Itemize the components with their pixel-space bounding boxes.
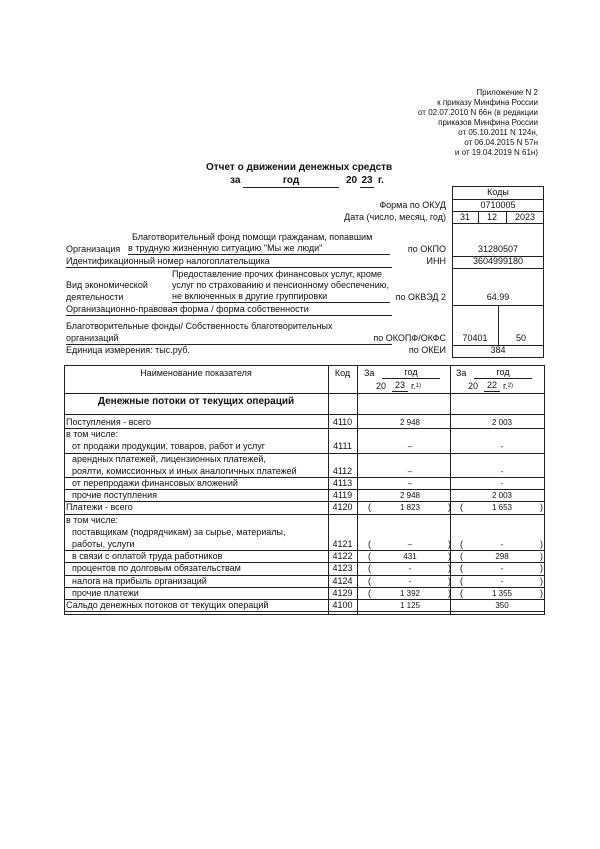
col-p1-20: 20 [376,381,387,391]
row-code: 4100 [332,600,353,610]
table-row [64,514,545,526]
okopf-value: 70401 [462,333,488,343]
close-paren: ) [448,551,451,562]
close-paren: ) [448,575,451,586]
open-paren: ( [368,502,371,513]
col-p2-yy: 22 [484,380,500,392]
org-label: Организация [66,244,121,254]
row-value-v1: 431 [403,552,417,562]
row-value-v2: 298 [495,552,509,562]
col-code-header: Код [334,368,351,378]
org-name-line1: Благотворительный фонд помощи гражданам, попавшим [132,232,373,242]
row-name: от продажи продукции, товаров, работ и услуг [72,441,266,452]
date-day: 31 [459,212,470,222]
row-name: в связи с оплатой труда работников [72,551,223,562]
row-name: в том числе: [66,514,118,525]
row-code: 4122 [332,551,353,562]
row-name: налога на прибыль организаций [72,575,207,586]
table-row [64,562,545,574]
col-p2-god: год [474,367,532,379]
legal-form-line2: организаций [66,333,392,345]
table-row [64,477,545,489]
row-value-v1: 2 948 [399,418,421,427]
appendix-line: Приложение N 2 [476,88,538,97]
date-label: Дата (число, месяц, год) [344,212,446,222]
open-paren: ( [368,539,371,549]
close-paren: ) [540,563,543,574]
row-value-v2: - [500,466,504,476]
row-name: арендных платежей, лицензионных платежей, [72,453,266,464]
row-value-v2: - [500,540,504,549]
row-name: роялти, комиссионных и иных аналогичных платежей [72,465,297,476]
close-paren: ) [540,551,543,562]
open-paren: ( [460,502,463,513]
close-paren: ) [540,587,543,598]
close-paren: ) [448,563,451,574]
close-paren: ) [540,539,543,549]
row-value-v1: - [408,564,412,574]
inn-label-long: Идентификационный номер налогоплательщика [66,256,270,266]
okei-value: 384 [490,345,506,355]
inn-label: ИНН [426,256,446,266]
period-year: 23 [361,175,373,186]
col-p1-g: г.$^{1)}$ [411,381,422,391]
close-paren: ) [448,539,451,549]
row-name: работы, услуги [72,539,135,549]
row-value-v1: – [407,479,413,488]
row-code: 4111 [333,441,352,452]
col-p1-za: За [364,368,375,378]
table-row [64,526,545,538]
row-value-v2: - [500,576,504,586]
okved-value: 64.99 [486,292,510,302]
row-value-v2: - [500,479,504,488]
row-value-v2: 350 [495,601,509,610]
activity-line2: услуг по страхованию и пенсионному обеспечению, [172,280,390,290]
table-row [64,453,545,465]
col-p1-yy: 23 [392,380,408,392]
close-paren: ) [540,575,543,586]
table-row [64,575,545,587]
row-name: Платежи - всего [66,502,133,513]
okpo-label: по ОКПО [407,244,446,254]
row-name: прочие платежи [72,587,139,598]
col-name-header: Наименование показателя [140,368,252,378]
period-20: 20 [346,175,358,186]
row-value-v1: – [407,540,413,549]
report-title: Отчет о движении денежных средств [206,162,393,173]
row-rule [64,611,545,612]
row-value-v1: 1 823 [399,503,421,513]
date-month: 12 [486,212,497,222]
section-title: Денежные потоки от текущих операций [97,396,295,407]
appendix-line: к приказу Минфина России [437,98,538,107]
activity-label2: деятельности [66,292,124,302]
col-p1-god: год [382,367,440,379]
open-paren: ( [460,563,463,574]
row-value-v2: 1 653 [491,503,513,513]
row-name: поставщикам (подрядчикам) за сырье, материалы, [72,526,286,537]
open-paren: ( [368,563,371,574]
legal-form-label: Организационно-правовая форма / форма собственности [66,304,392,316]
row-code: 4123 [332,563,353,574]
org-name-line2: в трудную жизненную ситуацию "Мы же люди" [128,243,390,255]
appendix-line: от 06.04.2015 N 57н [464,138,538,147]
close-paren: ) [448,502,451,513]
row-name: процентов по долговым обязательствам [72,563,241,574]
row-name: Сальдо денежных потоков от текущих операций [66,600,269,610]
row-code: 4129 [332,587,353,598]
close-paren: ) [448,587,451,598]
period-g: г. [378,175,384,186]
row-value-v1: – [407,442,413,452]
period-za: за [230,175,241,186]
row-value-v1: 1 125 [399,601,421,610]
row-code: 4121 [332,539,353,549]
appendix-line: приказов Минфина России [438,118,538,127]
activity-line3: не включенных в другие группировки [172,291,390,303]
okei-label: по ОКЕИ [408,345,446,355]
table-row [64,599,545,611]
okfs-value: 50 [515,333,526,343]
open-paren: ( [368,587,371,598]
okud-value: 0710005 [480,200,516,210]
row-code: 4124 [332,575,353,586]
col-p2-20: 20 [468,381,479,391]
row-value-v2: 1 355 [491,588,513,598]
row-code: 4113 [332,478,353,488]
table-row [64,416,545,428]
row-value-v2: - [500,564,504,574]
appendix-block [338,88,538,158]
open-paren: ( [460,539,463,549]
legal-form-line1: Благотворительные фонды/ Собственность благотворительных [66,321,333,331]
row-code: 4119 [332,490,353,501]
row-value-v1: 1 392 [399,588,421,598]
table-row [64,428,545,440]
appendix-line: от 05.10.2011 N 124н, [458,128,538,137]
okpo-value: 31280507 [477,244,519,254]
open-paren: ( [368,551,371,562]
appendix-line: от 02.07.2010 N 66н (в редакции [418,108,538,117]
col-p2-g: г.$^{2)}$ [503,381,514,391]
col-p2-za: За [456,368,467,378]
row-value-v1: - [408,576,412,586]
row-value-v1: – [407,466,413,476]
period-god: год [243,175,339,188]
row-code: 4112 [332,465,353,476]
table-row [64,489,545,501]
codes-header: Коды [487,187,509,197]
close-paren: ) [540,502,543,513]
date-year: 2023 [514,212,536,222]
row-code: 4120 [332,502,353,513]
row-value-v1: 2 948 [399,491,421,501]
appendix-line: и от 19.04.2019 N 61н) [454,148,538,157]
table-row [64,550,545,562]
open-paren: ( [460,551,463,562]
inn-value: 3604999180 [472,256,524,266]
row-value-v2: - [500,442,504,452]
table-row [64,501,545,513]
row-value-v2: 2 003 [491,491,513,501]
okved-label: по ОКВЭД 2 [395,292,446,302]
activity-line1: Предоставление прочих финансовых услуг, кроме [172,269,383,279]
open-paren: ( [460,587,463,598]
row-name: от перепродажи финансовых вложений [72,478,238,488]
table-row [64,465,545,477]
activity-label1: Вид экономической [66,280,148,290]
row-code: 4110 [332,417,353,427]
unit-label: Единица измерения: тыс.руб. [66,345,190,355]
okopf-label: по ОКОПФ/ОКФС [373,333,446,343]
open-paren: ( [460,575,463,586]
table-row [64,538,545,550]
table-row [64,587,545,599]
table-row [64,440,545,452]
row-name: в том числе: [66,429,118,440]
row-name: Поступления - всего [66,417,151,427]
row-value-v2: 2 003 [491,418,513,427]
okud-label: Форма по ОКУД [379,200,446,210]
open-paren: ( [368,575,371,586]
row-name: прочие поступления [72,490,158,501]
